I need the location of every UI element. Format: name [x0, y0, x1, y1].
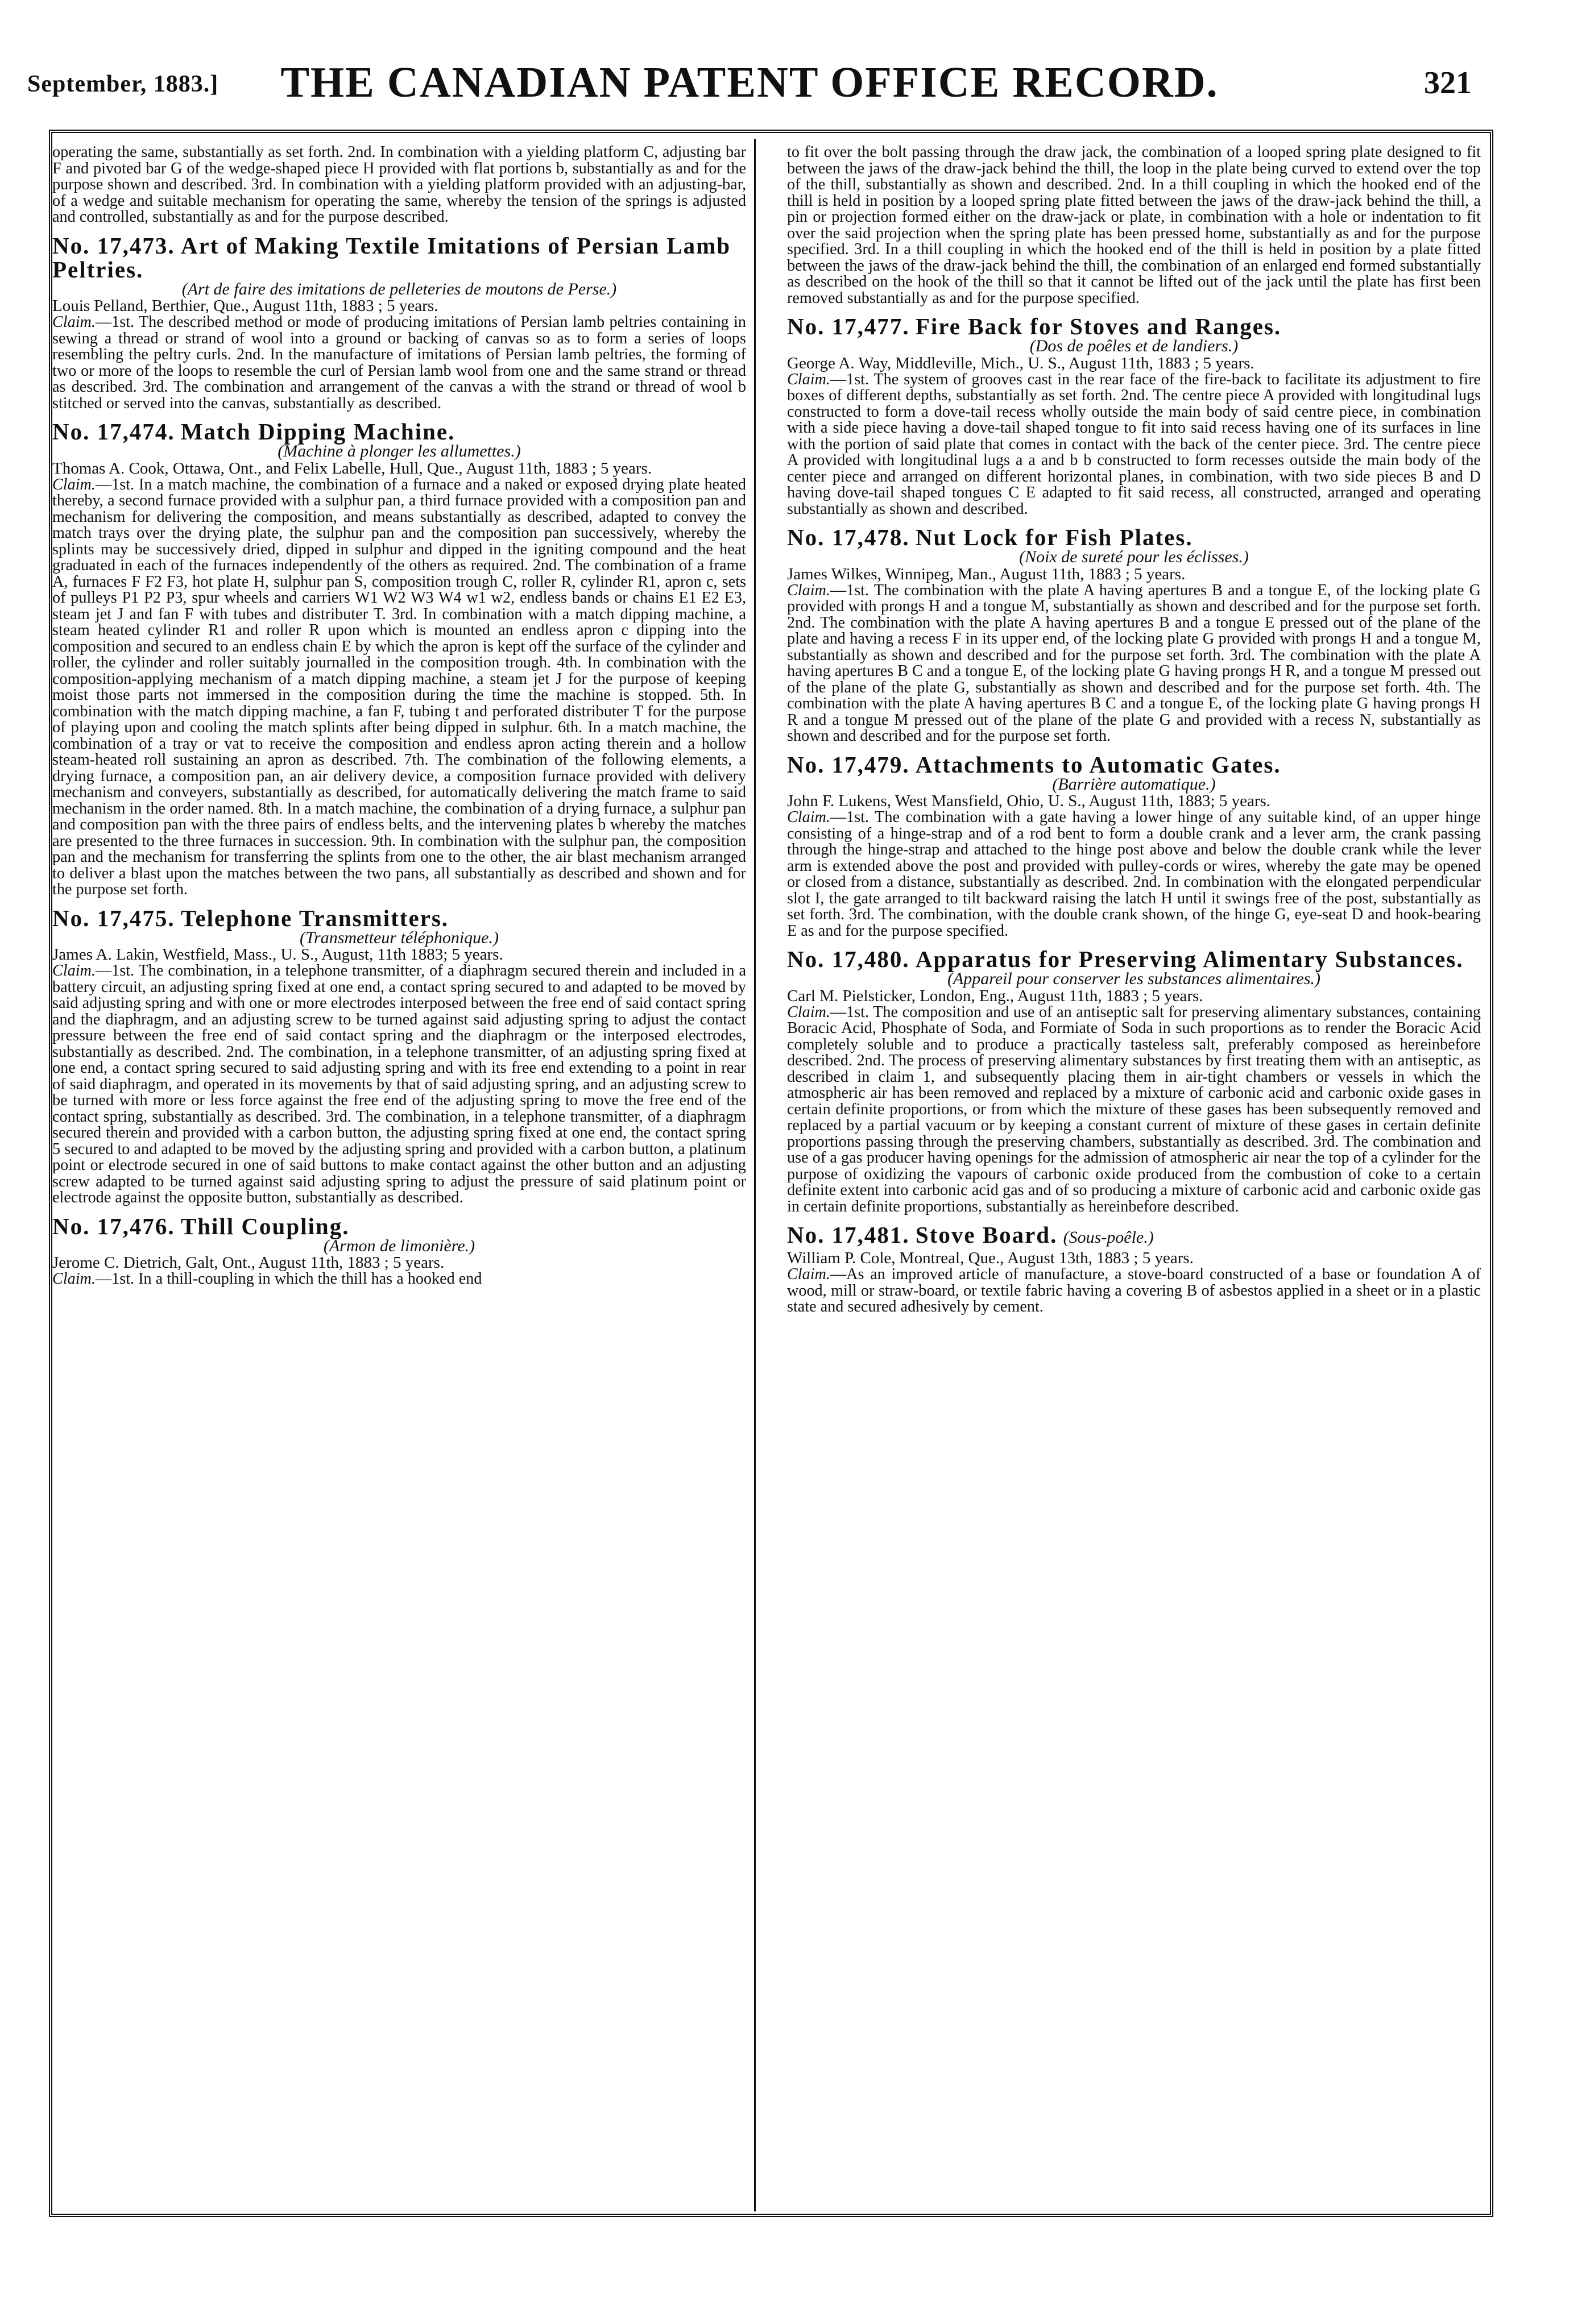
claim-text: —1st. The combination with a gate having a lower hinge of any suitable kind, of an upper hinge consisting of a hinge-strap and of a rod bent to form a double crank and a lever arm, the crank passing through the hinge-strap and attached to the hinge post above and below the double crank while the lever arm is extended above the post and provided with pulley-cords or wires, whereby the gate may be opened or closed from a distance, substantially as described. 2nd. In combination with the elongated perpendicular slot I, the gate arranged to tilt backward raising the latch H until it swings free of the post, substantially as set forth. 3rd. The combination, with the double crank shown, of the hinge G, eye-seat D and hook-bearing E as and for the purpose specified. — [787, 808, 1481, 940]
patent-title: Telephone Transmitters. — [180, 904, 449, 931]
patent-claim — [787, 1005, 1481, 1215]
claim-text: —As an improved article of manufacture, a stove-board constructed of a base or foundation A of wood, mill or straw-board, or textile fabric having a covering B of asbestos applied in a sheet or in a plastic state and secured adhesively by cement. — [787, 1265, 1481, 1315]
patent-number: No. 17,475. — [52, 904, 175, 931]
patent-entry — [787, 314, 1481, 517]
patent-entry — [787, 1223, 1481, 1315]
patent-heading — [787, 947, 1481, 971]
claim-label: Claim. — [52, 962, 96, 980]
patent-title: Match Dipping Machine. — [180, 418, 456, 445]
patent-entry — [52, 1214, 746, 1288]
claim-text: —1st. The described method or mode of producing imitations of Persian lamb peltries containing in sewing a thread or strand of wool into a ground or backing of canvas so as to form a series of loops resembling the peltry curls. 2nd. In the manufacture of imitations of Persian lamb peltries, the forming of two or more of the loops to resemble the curl of Persian lamb wool from one and the same strand or thread as described. 3rd. The combination and arrangement of the canvas a with the strand or thread of wool b stitched or served into the canvas, substantially as described. — [52, 313, 746, 412]
claim-text: —1st. The combination, in a telephone transmitter, of a diaphragm secured therein and included in a battery circuit, an adjusting spring fixed at one end, a contact spring secured to and adapted to be moved by said adjusting spring and with one or more electrodes interposed between the free end of said contact spring and the diaphragm, and an adjusting screw to be turned against said adjusting spring to adjust the contact pressure between the free end of said contact spring and the diaphragm or the interposed electrodes, substantially as described. 2nd. The combination, in a telephone transmitter, of an adjusting spring fixed at one end, a contact spring secured to said adjusting spring and with its free end extending to a point in rear of said diaphragm, and operated in its movements by that of said adjusting spring, and an adjusting screw to be turned with more or less force against the free end of the adjusting spring to move the free end of the contact spring, substantially as described. 3rd. The combination, in a telephone transmitter, of a diaphragm secured therein and provided with a carbon button, the adjusting spring fixed at one end, the contact spring 5 secured to and adapted to be moved by the adjusting spring and provided with a carbon button, a platinum point or electrode secured in one of said buttons to make contact against the other button and an adjusting screw adapted to be turned against said adjusting spring to adjust the pressure of said platinum point or electrode against the opposite button, substantially as described. — [52, 962, 746, 1206]
claim-label: Claim. — [52, 475, 96, 493]
patent-title: Fire Back for Stoves and Ranges. — [915, 313, 1282, 339]
patent-french-title: (Dos de poêles et de landiers.) — [1029, 337, 1239, 355]
patent-inventor: Jerome C. Dietrich, Galt, Ont., August 11th, 1883 ; 5 years. — [52, 1254, 445, 1272]
claim-text: —1st. The system of grooves cast in the rear face of the fire-back to facilitate its adjustment to fire boxes of different depths, substantially as set forth. 2nd. The centre piece A provided with longitudinal lugs constructed to form a dove-tail recess wholly outside the main body of said centre piece, in combination with a side piece having a dove-tail shaped tongue to fit into said recess having one of its surfaces in line with the portion of said plate that comes in contact with the back of the center piece. 3rd. The centre piece A provided with longitudinal lugs a a and b b constructed to form recesses outside the main body of the center piece and arranged on different horizontal planes, in combination, with two side pieces B and D having dove-tail shaped tongues C E adapted to fit said recess, all constructed, arranged and operating substantially as shown and described. — [787, 370, 1481, 518]
patent-number: No. 17,477. — [787, 313, 910, 339]
patent-claim — [52, 477, 746, 898]
patent-number: No. 17,478. — [787, 524, 910, 550]
column-divider — [754, 139, 756, 2211]
right-column — [787, 144, 1481, 2214]
patent-claim — [787, 583, 1481, 745]
patent-number: No. 17,476. — [52, 1213, 175, 1239]
patent-entry — [52, 420, 746, 898]
patent-title: Apparatus for Preserving Alimentary Substances. — [915, 946, 1464, 972]
patent-title: Nut Lock for Fish Plates. — [915, 524, 1193, 550]
claim-text: —1st. The composition and use of an antiseptic salt for preserving alimentary substances, containing Boracic Acid, Phosphate of Soda, and Formiate of Soda in such proportions as to render the Boracic Acid completely soluble and to produce a practically tasteless salt, preferably composed as hereinbefore described. 2nd. The process of preserving alimentary substances by first treating them with an antiseptic, as described in claim 1, and subsequently placing them in air-tight chambers or vessels in which the atmospheric air has been removed and replaced by a mixture of carbonic acid and carbonic oxide gases in certain definite proportions, or from which the mixture of these gases has been subsequently removed and replaced by a partial vacuum or by keeping a constant current of mixture of these gases in certain definite proportions passing through the preserving chambers, substantially as described. 3rd. The combination and use of a gas producer having openings for the admission of atmospheric air near the top of a cylinder for the purpose of oxidizing the vapours of carbonic oxide produced from the combustion of coke to a certain definite extent into carbonic acid gas and of so producing a mixture of carbonic acid and carbonic oxide gas in certain definite proportions, substantially as hereinbefore described. — [787, 1003, 1481, 1215]
patent-heading — [52, 234, 746, 281]
patent-heading — [787, 314, 1481, 338]
patent-number: No. 17,479. — [787, 751, 910, 778]
publication-title: THE CANADIAN PATENT OFFICE RECORD. — [280, 59, 1219, 106]
patent-inventor: Thomas A. Cook, Ottawa, Ont., and Felix Labelle, Hull, Que., August 11th, 1883 ; 5 years. — [52, 459, 652, 478]
left-column — [52, 144, 746, 2214]
patent-entry — [52, 906, 746, 1206]
claim-label: Claim. — [787, 581, 830, 599]
patent-claim — [52, 1271, 746, 1288]
continued-claim-text: to fit over the bolt passing through the draw jack, the combination of a looped spring plate designed to fit between the jaws of the draw-jack behind the thill, the loop in the plate being curved to extend over the top of the thill, substantially as shown and described. 2nd. In a thill coupling in which the hooked end of the thill is held in position by a looped spring plate fitted between the jaws of the draw-jack behind the thill, a pin or projection formed either on the draw-jack or plate, in combination with a hole or indentation to fit over the said projection when the spring plate has been pressed home, substantially as and for the purpose specified. 3rd. In a thill coupling in which the hooked end of the thill is held in position by a plate fitted between the jaws of the draw-jack behind the thill, the combination of an enlarged end formed substantially as described on the hook of the thill so that it cannot be lifted out of the jack until the plate has first been removed substantially as and for the purpose specified. — [787, 144, 1481, 307]
patent-heading — [787, 753, 1481, 777]
claim-label: Claim. — [787, 370, 830, 388]
patent-inventor: John F. Lukens, West Mansfield, Ohio, U. S., August 11th, 1883; 5 years. — [787, 792, 1271, 810]
patent-entry — [787, 753, 1481, 940]
patent-inventor: James Wilkes, Winnipeg, Man., August 11th, 1883 ; 5 years. — [787, 565, 1186, 583]
patent-inventor: Louis Pelland, Berthier, Que., August 11th, 1883 ; 5 years. — [52, 297, 438, 315]
patent-french-title: (Art de faire des imitations de pelleteries de moutons de Perse.) — [181, 279, 617, 298]
patent-french-title: (Sous-poêle.) — [1063, 1228, 1154, 1247]
patent-inventor: Carl M. Pielsticker, London, Eng., August 11th, 1883 ; 5 years. — [787, 986, 1203, 1005]
patent-title: Thill Coupling. — [180, 1213, 350, 1239]
patent-entry — [787, 947, 1481, 1215]
page-number: 321 — [1424, 65, 1472, 101]
patent-french-title: (Transmetteur téléphonique.) — [300, 928, 499, 947]
patent-entry — [787, 525, 1481, 745]
patent-number: No. 17,480. — [787, 946, 910, 972]
patent-claim — [787, 810, 1481, 939]
claim-text: —1st. The combination with the plate A having apertures B and a tongue E, of the locking plate G provided with prongs H and a tongue M, substantially as shown and described and for the purpose set forth. 2nd. The combination with the plate A having apertures B and a tongue E pressed out of the plane of the plate and having a recess F in its upper end, of the locking plate G provided with prongs H and a tongue M, substantially as shown and described and for the purpose set forth. 3rd. The combination with the plate A having apertures B C and a tongue E, of the locking plate G having prongs H R, and a tongue M pressed out of the plane of the plate G, substantially as shown and described and for the purpose set forth. 4th. The combination with the plate A having apertures B C and a tongue E, of the locking plate G having prongs H R and a tongue M pressed out of the plane of the plate G and provided with a recess N, substantially as shown and described and for the purpose set forth. — [787, 581, 1481, 745]
header-date: September, 1883.] — [27, 71, 219, 97]
patent-french-title: (Noix de sureté pour les éclisses.) — [1019, 547, 1249, 566]
patent-french-title: (Armon de limonière.) — [323, 1236, 475, 1255]
continued-claim-text: operating the same, substantially as set forth. 2nd. In combination with a yielding platform C, adjusting bar F and pivoted bar G of the wedge-shaped piece H provided with flat portions b, substantially as and for the purpose shown and described. 3rd. In combination with a yielding platform provided with an adjusting-bar, of a wedge and suitable mechanism for operating the same, whereby the tension of the springs is adjusted and controlled, substantially as and for the purpose described. — [52, 144, 746, 226]
claim-label: Claim. — [787, 808, 830, 826]
patent-french-title: (Machine à plonger les allumettes.) — [278, 442, 521, 460]
patent-claim — [787, 372, 1481, 518]
patent-inventor: James A. Lakin, Westfield, Mass., U. S., August, 11th 1883; 5 years. — [52, 945, 503, 964]
page-header — [27, 58, 1472, 115]
patent-inventor: William P. Cole, Montreal, Que., August 13th, 1883 ; 5 years. — [787, 1249, 1194, 1267]
patent-number: No. 17,474. — [52, 418, 175, 445]
patent-claim — [52, 963, 746, 1206]
patent-entry — [52, 234, 746, 412]
patent-claim — [52, 314, 746, 412]
patent-french-title: (Barrière automatique.) — [1052, 774, 1216, 794]
claim-text: —1st. In a match machine, the combination of a furnace and a naked or exposed drying plate heated thereby, a second furnace provided with a sulphur pan, a third furnace provided with a composition pan and mechanism for delivering the composition, and means substantially as described, adapted to convey the match trays over the drying plate, the sulphur pan and the composition pan successively, whereby the splints may be successively dried, dipped in sulphur and dipped in the igniting compound and the heat graduated in each of the furnaces independently of the others as required. 2nd. The combination of a frame A, furnaces F F2 F3, hot plate H, sulphur pan S, composition trough C, roller R, cylinder R1, apron c, sets of pulleys P1 P2 P3, spur wheels and carriers W1 W2 W3 W4 w1 w2, endless bands or chains E1 E2 E3, steam jet J and fan F with tubes and distributer T. 3rd. In combination with a match dipping machine, a steam heated cylinder R1 and roller R upon which is mounted an endless apron c dipping into the composition and secured to an endless chain E by which the apron is kept off the surface of the cylinder and roller, the cylinder and roller suitably journalled in the composition trough. 4th. In combination with the composition-applying mechanism of a match dipping machine, a steam jet J for the purpose of keeping moist those parts not immersed in the composition during the time the machine is stopped. 5th. In combination with the match dipping machine, a fan F, tubing t and perforated distributer T for the purpose of playing upon and cooling the match splints after being dipped in sulphur. 6th. In a match machine, the combination of a tray or vat to receive the composition and endless apron acting therein and a hollow steam-heated roll sustaining an apron as described. 7th. The combination of the following elements, a drying furnace, a composition pan, an air delivery device, a composition furnace provided with delivery mechanism and conveyers, substantially as described, for automatically delivering the match frame to said mechanism in the order named. 8th. In a match machine, the combination of a drying furnace, a sulphur pan and composition pan with the three pairs of endless belts, and the intervening plates b whereby the matches are presented to the three furnaces in succession. 9th. In combination with the sulphur pan, the composition pan and the mechanism for transferring the splints from one to the other, the air blast mechanism arranged to deliver a blast upon the matches between the two pans, all substantially as described and shown and for the purpose set forth. — [52, 475, 746, 898]
patent-title: Art of Making Textile Imitations of Persian Lamb Peltries. — [52, 232, 731, 283]
claim-label: Claim. — [52, 1270, 96, 1288]
patent-heading — [787, 1223, 1481, 1250]
patent-title: Stove Board. — [915, 1222, 1058, 1248]
patent-inventor: George A. Way, Middleville, Mich., U. S., August 11th, 1883 ; 5 years. — [787, 354, 1254, 372]
patent-heading — [52, 420, 746, 443]
claim-label: Claim. — [52, 313, 96, 331]
patent-number: No. 17,481. — [787, 1222, 910, 1248]
claim-label: Claim. — [787, 1003, 830, 1021]
patent-french-title: (Appareil pour conserver les substances alimentaires.) — [947, 969, 1320, 988]
patent-heading — [52, 1214, 746, 1238]
patent-heading — [52, 906, 746, 930]
patent-heading — [787, 525, 1481, 549]
claim-label: Claim. — [787, 1265, 830, 1283]
patent-number: No. 17,473. — [52, 232, 175, 259]
patent-title: Attachments to Automatic Gates. — [915, 751, 1281, 778]
claim-text: —1st. In a thill-coupling in which the thill has a hooked end — [95, 1270, 482, 1288]
patent-claim — [787, 1267, 1481, 1315]
